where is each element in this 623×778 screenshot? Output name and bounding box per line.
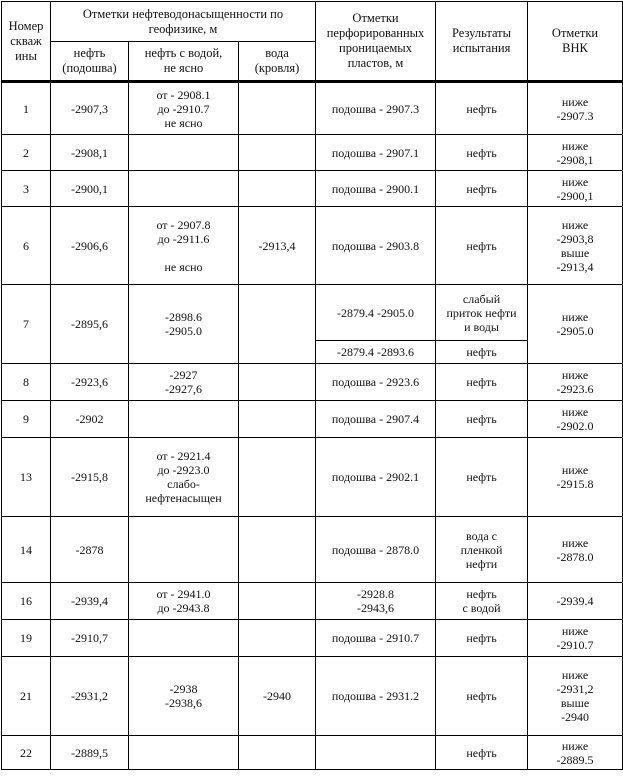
cell-perforated: -2879.4 -2905.0 <box>316 285 436 341</box>
cell-perforated: подошва - 2923.6 <box>316 364 436 401</box>
cell-well: 22 <box>2 736 51 770</box>
table-row <box>2 736 623 770</box>
header-well-number: Номер скваж ины <box>2 2 51 82</box>
header-perforated: Отметки перфорированных проницаемых пластов, м <box>316 2 436 82</box>
cell-oil: -2908,1 <box>51 135 129 171</box>
cell-result: нефть <box>436 207 528 285</box>
cell-owc: ниже -2907.3 <box>528 82 623 135</box>
cell-result: нефть <box>436 364 528 401</box>
cell-owc: ниже -2908,1 <box>528 135 623 171</box>
cell-well: 16 <box>2 583 51 620</box>
cell-oil: -2900,1 <box>51 171 129 207</box>
cell-well: 19 <box>2 620 51 657</box>
table-row <box>2 517 623 583</box>
cell-water <box>239 517 316 583</box>
table-row <box>2 657 623 736</box>
cell-perforated: подошва - 2907.1 <box>316 135 436 171</box>
cell-result: нефть <box>436 171 528 207</box>
cell-owc: ниже -2902.0 <box>528 401 623 438</box>
cell-well: 1 <box>2 82 51 135</box>
cell-well: 9 <box>2 401 51 438</box>
cell-oil-water: от - 2907.8 до -2911.6 не ясно <box>129 207 239 285</box>
cell-well: 2 <box>2 135 51 171</box>
cell-water <box>239 401 316 438</box>
header-oil: нефть (подошва) <box>51 42 129 82</box>
cell-oil: -2895,6 <box>51 285 129 364</box>
table-row <box>2 82 623 135</box>
cell-oil-water <box>129 620 239 657</box>
cell-water <box>239 736 316 770</box>
cell-well: 3 <box>2 171 51 207</box>
cell-oil: -2878 <box>51 517 129 583</box>
cell-well: 14 <box>2 517 51 583</box>
cell-water <box>239 438 316 517</box>
cell-perforated: подошва - 2902.1 <box>316 438 436 517</box>
cell-owc: ниже -2903,8 выше -2913,4 <box>528 207 623 285</box>
table-row <box>2 583 623 620</box>
cell-oil-water <box>129 135 239 171</box>
cell-water <box>239 135 316 171</box>
cell-result: нефть <box>436 438 528 517</box>
cell-owc: ниже -2923.6 <box>528 364 623 401</box>
cell-oil-water <box>129 171 239 207</box>
cell-owc: ниже -2931,2 выше -2940 <box>528 657 623 736</box>
table-row <box>2 364 623 401</box>
cell-oil-water <box>129 736 239 770</box>
table-row <box>2 438 623 517</box>
header-geophysics-group: Отметки нефтеводонасыщенности по геофизике, м <box>51 2 316 42</box>
cell-water <box>239 583 316 620</box>
cell-oil-water: от - 2941.0 до -2943.8 <box>129 583 239 620</box>
cell-perforated: подошва - 2878.0 <box>316 517 436 583</box>
cell-result: нефть <box>436 620 528 657</box>
cell-owc: ниже -2900,1 <box>528 171 623 207</box>
table-row <box>2 401 623 438</box>
cell-oil: -2902 <box>51 401 129 438</box>
header-test-results: Результаты испытания <box>436 2 528 82</box>
cell-well: 6 <box>2 207 51 285</box>
cell-oil-water: -2898.6 -2905.0 <box>129 285 239 364</box>
table-row <box>2 135 623 171</box>
table-row <box>2 207 623 285</box>
cell-water <box>239 364 316 401</box>
cell-result: нефть <box>436 82 528 135</box>
cell-oil: -2923,6 <box>51 364 129 401</box>
cell-owc: -2939.4 <box>528 583 623 620</box>
cell-perforated: подошва - 2900.1 <box>316 171 436 207</box>
cell-perforated: -2928.8 -2943,6 <box>316 583 436 620</box>
cell-result: нефть <box>436 341 528 364</box>
cell-well: 8 <box>2 364 51 401</box>
cell-perforated: -2879.4 -2893.6 <box>316 341 436 364</box>
cell-water <box>239 620 316 657</box>
cell-oil-water <box>129 401 239 438</box>
cell-well: 13 <box>2 438 51 517</box>
cell-perforated: подошва - 2907.4 <box>316 401 436 438</box>
cell-perforated: подошва - 2910.7 <box>316 620 436 657</box>
cell-oil-water: -2938 -2938,6 <box>129 657 239 736</box>
cell-water <box>239 82 316 135</box>
cell-owc: ниже -2910.7 <box>528 620 623 657</box>
header-owc: Отметки ВНК <box>528 2 623 82</box>
cell-result: вода с пленкой нефти <box>436 517 528 583</box>
cell-water <box>239 285 316 364</box>
well-data-table <box>1 1 623 770</box>
cell-perforated <box>316 736 436 770</box>
cell-water <box>239 171 316 207</box>
cell-oil-water <box>129 517 239 583</box>
cell-well: 7 <box>2 285 51 364</box>
cell-water: -2940 <box>239 657 316 736</box>
cell-result: нефть <box>436 736 528 770</box>
cell-owc: ниже -2915.8 <box>528 438 623 517</box>
cell-oil-water: от - 2908.1 до -2910.7 не ясно <box>129 82 239 135</box>
table-row <box>2 620 623 657</box>
cell-perforated: подошва - 2907.3 <box>316 82 436 135</box>
header-water: вода (кровля) <box>239 42 316 82</box>
cell-owc: ниже -2889.5 <box>528 736 623 770</box>
cell-result: нефть с водой <box>436 583 528 620</box>
cell-owc: ниже -2878.0 <box>528 517 623 583</box>
cell-oil: -2906,6 <box>51 207 129 285</box>
table-row <box>2 285 623 341</box>
cell-result: нефть <box>436 135 528 171</box>
cell-oil: -2907,3 <box>51 82 129 135</box>
cell-well: 21 <box>2 657 51 736</box>
cell-result: нефть <box>436 401 528 438</box>
cell-result: слабый приток нефти и воды <box>436 285 528 341</box>
cell-oil: -2939,4 <box>51 583 129 620</box>
cell-result: нефть <box>436 657 528 736</box>
cell-oil: -2889,5 <box>51 736 129 770</box>
header-oil-water: нефть с водой, не ясно <box>129 42 239 82</box>
cell-oil-water: -2927 -2927,6 <box>129 364 239 401</box>
cell-perforated: подошва - 2903.8 <box>316 207 436 285</box>
cell-oil: -2910,7 <box>51 620 129 657</box>
table-row <box>2 171 623 207</box>
cell-oil: -2915,8 <box>51 438 129 517</box>
cell-oil: -2931,2 <box>51 657 129 736</box>
cell-water: -2913,4 <box>239 207 316 285</box>
cell-perforated: подошва - 2931.2 <box>316 657 436 736</box>
cell-owc: ниже -2905.0 <box>528 285 623 364</box>
cell-oil-water: от - 2921.4 до -2923.0 слабо- нефтенасыщен <box>129 438 239 517</box>
